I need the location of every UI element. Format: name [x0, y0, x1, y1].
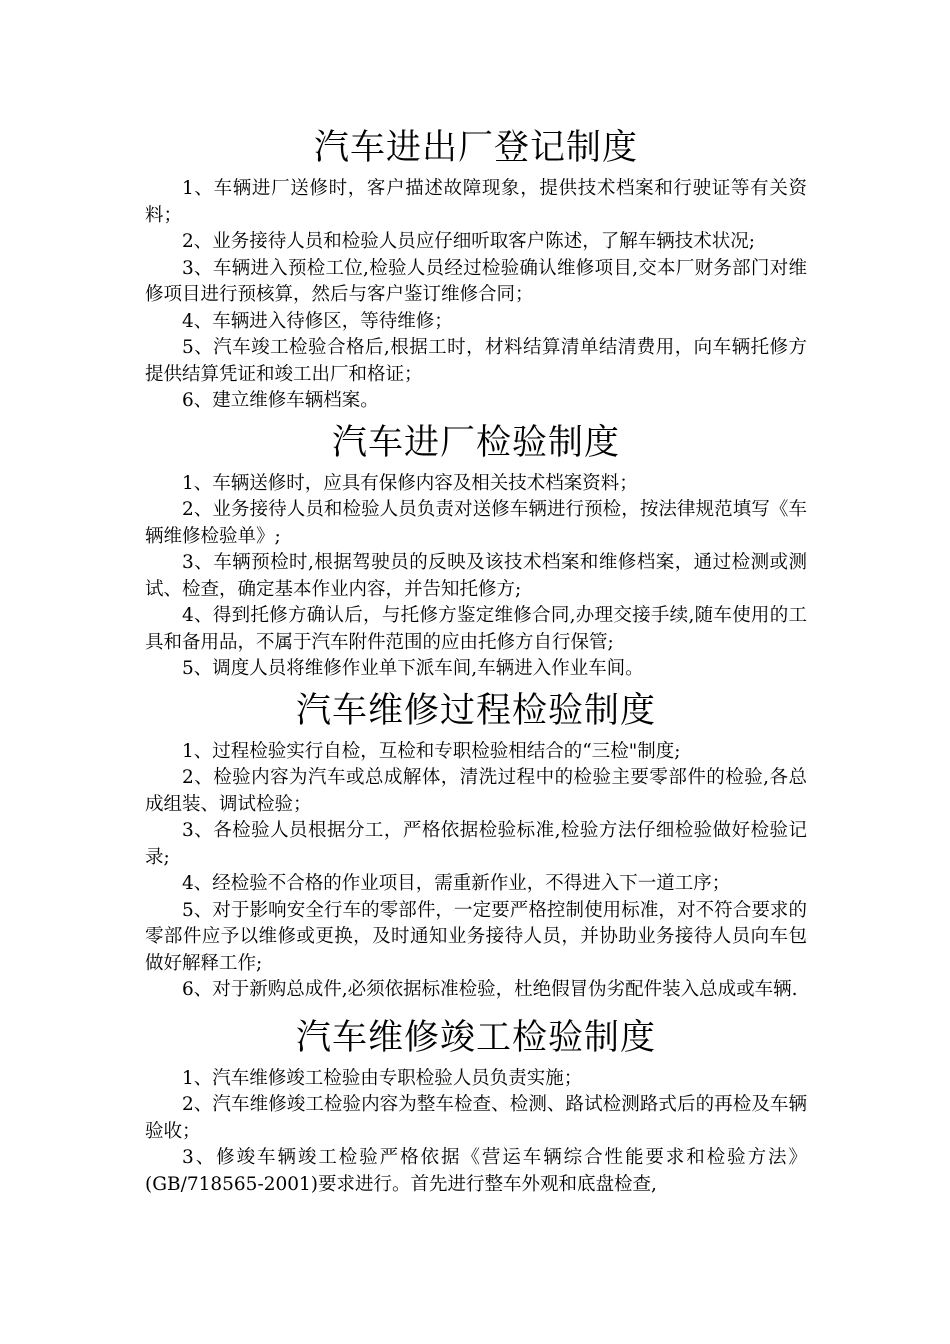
paragraph: 3、车辆进入预检工位,检验人员经过检验确认维修项目,交本厂财务部门对维修项目进行预核算，然后与客户鉴订维修合同；	[145, 257, 807, 305]
section-completion-inspection	[145, 1010, 807, 1199]
section-title: 汽车维修竣工检验制度	[295, 1017, 656, 1058]
paragraph: 6、对于新购总成件,必须依据标准检验，杜绝假冒伪劣配件装入总成或车辆.	[182, 979, 798, 1000]
paragraph: 2、汽车维修竣工检验内容为整车检查、检测、路试检测路式后的再检及车辆验收；	[145, 1094, 807, 1142]
document-page	[145, 120, 807, 1198]
paragraph: 1、车辆送修时，应具有保修内容及相关技术档案资料；	[182, 472, 638, 494]
section-title: 汽车维修过程检验制度	[295, 690, 656, 731]
paragraph: 3、车辆预检时,根据驾驶员的反映及该技术档案和维修档案，通过检测或测试、检查，确定基本作业内容，并告知托修方;	[145, 552, 807, 600]
paragraph: 1、车辆进厂送修时，客户描述故障现象，提供技术档案和行驶证等有关资料；	[145, 178, 807, 226]
paragraph: 2、业务接待人员和检验人员负责对送修车辆进行预检，按法律规范填写《车辆维修检验单》;	[145, 499, 807, 547]
paragraph: 1、汽车维修竣工检验由专职检验人员负责实施；	[182, 1067, 583, 1089]
paragraph: 4、得到托修方确认后，与托修方鉴定维修合同,办理交接手续,随车使用的工具和备用品，不属于汽车附件范围的应由托修方自行保管;	[145, 605, 807, 653]
paragraph: 4、车辆进入待修区，等待维修；	[182, 310, 453, 332]
paragraph: 3、修竣车辆竣工检验严格依据《营运车辆综合性能要求和检验方法》(GB/718565-2001)要求进行。首先进行整车外观和底盘检查,	[145, 1147, 807, 1195]
paragraph: 3、各检验人员根据分工，严格依据检验标准,检验方法仔细检验做好检验记录;	[145, 820, 807, 868]
paragraph: 2、业务接待人员和检验人员应仔细听取客户陈述，了解车辆技术状况;	[182, 231, 756, 252]
section-title: 汽车进厂检验制度	[331, 422, 620, 463]
section-entry-exit-registration	[145, 120, 807, 415]
paragraph: 5、调度人员将维修作业单下派车间,车辆进入作业车间。	[182, 658, 644, 679]
paragraph: 4、经检验不合格的作业项目，需重新作业，不得进入下一道工序；	[182, 873, 731, 894]
section-process-inspection	[145, 683, 807, 1004]
paragraph: 5、汽车竣工检验合格后,根据工时，材料结算清单结清费用，向车辆托修方提供结算凭证和竣工出厂和格证；	[145, 337, 807, 385]
paragraph: 5、对于影响安全行车的零部件，一定要严格控制使用标准，对不符合要求的零部件应予以维修或更换，及时通知业务接待人员，并协助业务接待人员向车包做好解释工作;	[145, 899, 807, 974]
section-title: 汽车进出厂登记制度	[313, 128, 638, 168]
paragraph: 2、检验内容为汽车或总成解体，清洗过程中的检验主要零部件的检验,各总成组装、调试检验；	[145, 767, 807, 815]
section-entry-inspection	[145, 415, 807, 683]
paragraph: 6、建立维修车辆档案。	[182, 390, 379, 411]
paragraph: 1、过程检验实行自检，互检和专职检验相结合的“三检"制度;	[182, 740, 681, 762]
